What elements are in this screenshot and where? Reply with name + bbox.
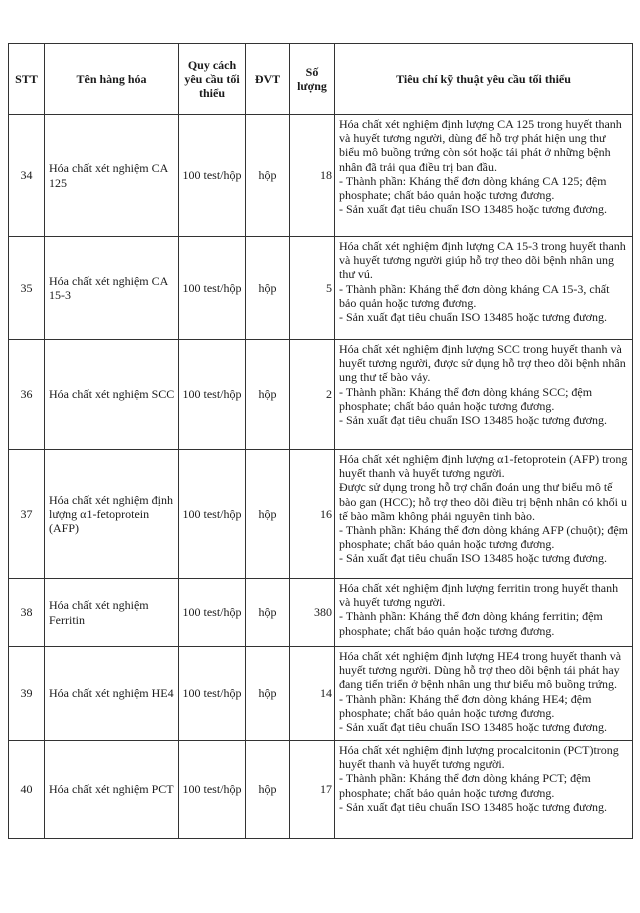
cell-name: Hóa chất xét nghiệm CA 15-3	[45, 237, 179, 340]
table-row	[9, 579, 633, 647]
cell-name: Hóa chất xét nghiệm định lượng α1-fetoprotein (AFP)	[45, 450, 179, 579]
criteria-line: - Thành phần: Kháng thể đơn dòng kháng AFP (chuột); đệm phosphate; chất bảo quản hoặc tương đương.	[339, 523, 628, 552]
header-qty: Số lượng	[290, 44, 335, 115]
criteria-line: - Thành phần: Kháng thể đơn dòng kháng CA 15-3, chất bảo quản hoặc tương đương.	[339, 281, 610, 310]
cell-qty: 16	[290, 450, 335, 579]
cell-criteria	[335, 340, 633, 450]
cell-spec: 100 test/hộp	[179, 115, 246, 237]
cell-stt: 36	[9, 340, 45, 450]
criteria-line: Hóa chất xét nghiệm định lượng HE4 trong huyết thanh và huyết tương người. Dùng hỗ trợ theo dõi bệnh tái phát hay đang tiến triển ở bệnh nhân ung thư biểu mô buồng trứng.	[339, 649, 622, 692]
document-page	[8, 43, 633, 839]
criteria-line: - Sản xuất đạt tiêu chuẩn ISO 13485 hoặc tương đương.	[339, 720, 607, 735]
cell-name: Hóa chất xét nghiệm PCT	[45, 741, 179, 839]
criteria-line: - Sản xuất đạt tiêu chuẩn ISO 13485 hoặc tương đương.	[339, 799, 607, 814]
header-spec: Quy cách yêu cầu tối thiểu	[179, 44, 246, 115]
cell-unit: hộp	[246, 340, 290, 450]
criteria-line: - Sản xuất đạt tiêu chuẩn ISO 13485 hoặc tương đương.	[339, 310, 607, 325]
header-stt: STT	[9, 44, 45, 115]
cell-unit: hộp	[246, 450, 290, 579]
cell-spec: 100 test/hộp	[179, 647, 246, 741]
criteria-line: Hóa chất xét nghiệm định lượng CA 15-3 trong huyết thanh và huyết tương người giúp hỗ trợ theo dõi bệnh nhân ung thư vú.	[339, 239, 626, 282]
cell-stt: 38	[9, 579, 45, 647]
cell-name: Hóa chất xét nghiệm SCC	[45, 340, 179, 450]
cell-name: Hóa chất xét nghiệm Ferritin	[45, 579, 179, 647]
table-row	[9, 647, 633, 741]
table-body	[9, 115, 633, 839]
criteria-line: Hóa chất xét nghiệm định lượng CA 125 trong huyết thanh và huyết tương người, dùng để hỗ trợ phát hiện ung thư biểu mô buồng trứng còn sót hoặc tái phát ở những bệnh nhân đã trải qua điều trị ban đầu.	[339, 117, 622, 174]
cell-spec: 100 test/hộp	[179, 237, 246, 340]
cell-spec: 100 test/hộp	[179, 579, 246, 647]
cell-qty: 14	[290, 647, 335, 741]
cell-qty: 2	[290, 340, 335, 450]
table-header-row	[9, 44, 633, 115]
criteria-line: - Thành phần: Kháng thể đơn dòng kháng PCT; đệm phosphate; chất bảo quản hoặc tương đương.	[339, 771, 591, 800]
cell-stt: 35	[9, 237, 45, 340]
table-row	[9, 741, 633, 839]
criteria-line: - Thành phần: Kháng thể đơn dòng kháng HE4; đệm phosphate; chất bảo quản hoặc tương đương.	[339, 691, 592, 720]
header-name: Tên hàng hóa	[45, 44, 179, 115]
criteria-line: - Sản xuất đạt tiêu chuẩn ISO 13485 hoặc tương đương.	[339, 413, 607, 428]
cell-qty: 380	[290, 579, 335, 647]
technical-requirements-table	[8, 43, 633, 839]
criteria-line: - Thành phần: Kháng thể đơn dòng kháng CA 125; đệm phosphate; chất bảo quản hoặc tương đương.	[339, 173, 607, 203]
criteria-line: Hóa chất xét nghiệm định lượng SCC trong huyết thanh và huyết tương người, được sử dụng hỗ trợ theo dõi bệnh nhân ung thư tế bào vảy.	[339, 342, 626, 385]
cell-criteria	[335, 647, 633, 741]
table-row	[9, 340, 633, 450]
cell-unit: hộp	[246, 647, 290, 741]
cell-unit: hộp	[246, 741, 290, 839]
criteria-line: - Thành phần: Kháng thể đơn dòng kháng SCC; đệm phosphate; chất bảo quản hoặc tương đương.	[339, 384, 593, 413]
cell-stt: 39	[9, 647, 45, 741]
cell-unit: hộp	[246, 579, 290, 647]
header-unit: ĐVT	[246, 44, 290, 115]
cell-name: Hóa chất xét nghiệm HE4	[45, 647, 179, 741]
cell-unit: hộp	[246, 115, 290, 237]
cell-qty: 17	[290, 741, 335, 839]
cell-criteria	[335, 237, 633, 340]
table-row	[9, 450, 633, 579]
cell-spec: 100 test/hộp	[179, 741, 246, 839]
cell-criteria	[335, 115, 633, 237]
table-row	[9, 237, 633, 340]
cell-criteria	[335, 741, 633, 839]
cell-name: Hóa chất xét nghiệm CA 125	[45, 115, 179, 237]
criteria-line: - Sản xuất đạt tiêu chuẩn ISO 13485 hoặc tương đương.	[339, 551, 607, 566]
cell-spec: 100 test/hộp	[179, 340, 246, 450]
header-criteria: Tiêu chí kỹ thuật yêu cầu tối thiểu	[335, 44, 633, 115]
criteria-line: Hóa chất xét nghiệm định lượng α1-fetoprotein (AFP) trong huyết thanh và huyết tương người.	[339, 452, 628, 481]
cell-stt: 37	[9, 450, 45, 579]
cell-spec: 100 test/hộp	[179, 450, 246, 579]
criteria-line: Hóa chất xét nghiệm định lượng procalcitonin (PCT)trong huyết thanh và huyết tương người.	[339, 743, 619, 772]
criteria-line: Được sử dụng trong hỗ trợ chẩn đoán ung thư biểu mô tế bào gan (HCC); hỗ trợ theo dõi điều trị bệnh nhân có khối u tế bào mầm không phải nguyên tinh bào.	[339, 480, 627, 523]
table-row	[9, 115, 633, 237]
cell-stt: 40	[9, 741, 45, 839]
criteria-line: - Thành phần: Kháng thể đơn dòng kháng ferritin; đệm phosphate; chất bảo quản hoặc tương đương.	[339, 609, 603, 638]
cell-qty: 5	[290, 237, 335, 340]
criteria-line: - Sản xuất đạt tiêu chuẩn ISO 13485 hoặc tương đương.	[339, 202, 607, 217]
cell-stt: 34	[9, 115, 45, 237]
cell-qty: 18	[290, 115, 335, 237]
cell-unit: hộp	[246, 237, 290, 340]
cell-criteria	[335, 579, 633, 647]
cell-criteria	[335, 450, 633, 579]
criteria-line: Hóa chất xét nghiệm định lượng ferritin trong huyết thanh và huyết tương người.	[339, 581, 619, 610]
